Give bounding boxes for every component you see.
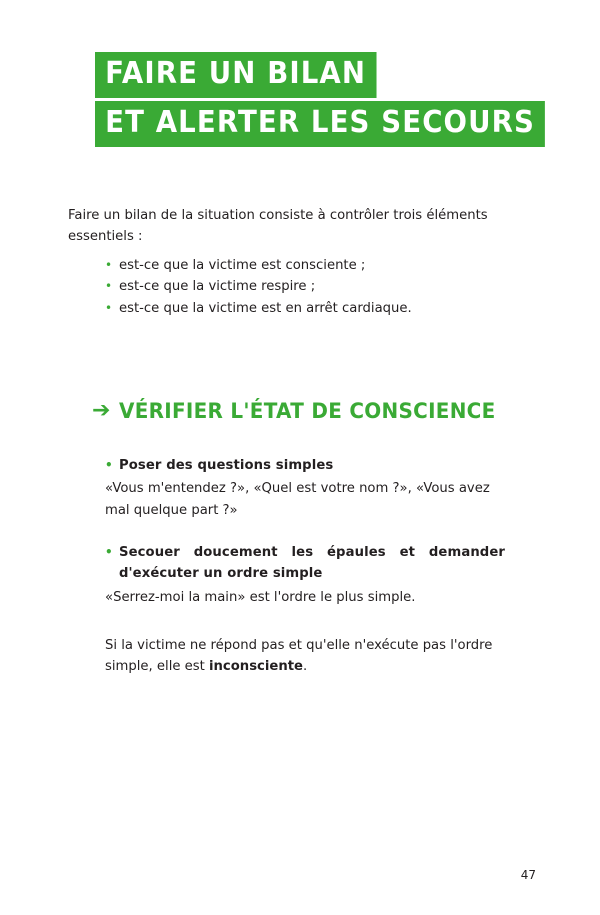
- closing-prefix: Si la victime ne répond pas et qu'elle n'exécute pas l'ordre simple, elle est: [105, 638, 493, 675]
- list-item: [105, 255, 535, 276]
- page-title: [95, 52, 535, 150]
- content-block-shoulders: [105, 542, 505, 608]
- section-heading: [92, 400, 516, 422]
- intro-bullet-list: [105, 255, 535, 319]
- content-block-heading: [105, 455, 505, 476]
- content-block-questions: [105, 455, 505, 521]
- closing-paragraph: [105, 633, 505, 678]
- content-block-heading: [105, 542, 505, 585]
- closing-paragraph-text: [105, 635, 505, 678]
- content-block-heading-label: Secouer doucement les épaules et demander d'exécuter un ordre simple: [119, 545, 505, 582]
- list-item: [105, 298, 535, 319]
- page-title-line-2: ET ALERTER LES SECOURS: [95, 101, 545, 147]
- bullet-dot-icon: •: [105, 279, 113, 294]
- content-block-body: «Vous m'entendez ?», «Quel est votre nom ?», «Vous avez mal quelque part ?»: [105, 481, 490, 518]
- list-item-label: est-ce que la victime est consciente ;: [119, 258, 366, 273]
- bullet-dot-icon: •: [105, 300, 113, 315]
- content-block-heading-label: Poser des questions simples: [119, 458, 334, 473]
- bullet-dot-icon: •: [105, 545, 113, 559]
- page-number: 47: [520, 868, 536, 882]
- content-block-body: «Serrez-moi la main» est l'ordre le plus simple.: [105, 589, 416, 605]
- list-item-label: est-ce que la victime respire ;: [119, 279, 316, 295]
- page-title-line-1: FAIRE UN BILAN: [95, 52, 376, 98]
- list-item: [105, 276, 535, 297]
- closing-suffix: .: [302, 659, 308, 675]
- list-item-label: est-ce que la victime est en arrêt cardiaque.: [119, 300, 412, 316]
- section-heading-label: VÉRIFIER L'ÉTAT DE CONSCIENCE: [119, 398, 496, 423]
- intro-paragraph: Faire un bilan de la situation consiste à contrôler trois éléments essentiels :: [68, 208, 488, 245]
- bullet-dot-icon: •: [105, 458, 113, 472]
- arrow-right-icon: ➔: [92, 398, 111, 423]
- closing-emphasis: inconsciente: [209, 659, 303, 675]
- bullet-dot-icon: •: [105, 258, 113, 272]
